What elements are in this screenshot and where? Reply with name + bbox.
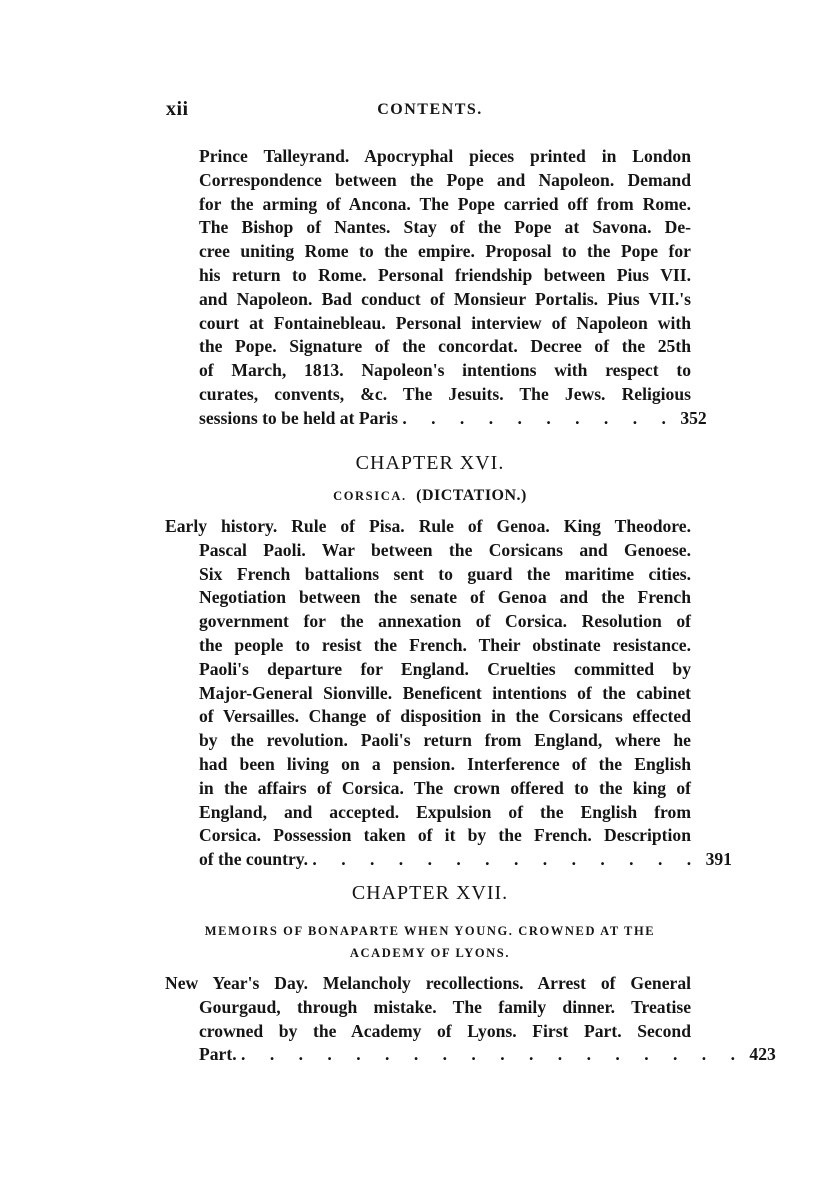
chapter-17-subtitle-line-2: ACADEMY OF LYONS. (349, 946, 511, 960)
entry-line: Correspondence between the Pope and Napoleon. Demand (199, 169, 691, 190)
entry-line: Pascal Paoli. War between the Corsicans and Genoese. (199, 539, 691, 560)
entry-line: by the revolution. Paoli's return from England, where he (199, 730, 691, 751)
entry-line: Prince Talleyrand. Apocryphal pieces printed in London (199, 146, 691, 166)
entry-line: England, and accepted. Expulsion of the English from (199, 801, 691, 822)
chapter-16-subtitle-main: CORSICA. (333, 489, 407, 503)
chapter-17-title: CHAPTER XVII. (351, 882, 509, 904)
entry-line: government for the annexation of Corsica. Resolution of (199, 611, 691, 632)
entry-line: of Versailles. Change of disposition in the Corsicans effected (199, 706, 691, 727)
contents-entry-chapter-17 (165, 972, 776, 1067)
running-title: CONTENTS. (377, 101, 483, 118)
entry-line: Negotiation between the senate of Genoa and the French (199, 587, 691, 608)
entry-line: Six French battalions sent to guard the maritime cities. (199, 563, 691, 584)
entry-last-line (165, 407, 707, 431)
entry-last-line (165, 1043, 776, 1067)
entry-line: New Year's Day. Melancholy recollections. Arrest of General (165, 973, 691, 993)
page-number-folio: xii (166, 98, 189, 120)
entry-line: had been living on a pension. Interference of the English (199, 753, 691, 774)
entry-page-number: 352 (680, 407, 707, 428)
chapter-17-subtitle-line-1: MEMOIRS OF BONAPARTE WHEN YOUNG. CROWNED AT THE (204, 924, 656, 938)
entry-line: court at Fontainebleau. Personal interview of Napoleon with (199, 312, 691, 333)
entry-line: the people to resist the French. Their obstinate resistance. (199, 634, 691, 655)
entry-page-number: 391 (705, 849, 732, 870)
entry-line: cree uniting Rome to the empire. Proposal to the Pope for (199, 241, 691, 262)
contents-entry-chapter-15-continued (165, 145, 707, 431)
leader-dots: . . . . . . . . . . . . . . . . . . (241, 1044, 745, 1065)
entry-line: for the arming of Ancona. The Pope carried off from Rome. (199, 193, 691, 214)
leader-dots: . . . . . . . . . . (402, 407, 676, 428)
entry-line: the Pope. Signature of the concordat. Decree of the 25th (199, 336, 691, 357)
entry-line: of March, 1813. Napoleon's intentions with respect to (199, 360, 691, 381)
entry-line: Gourgaud, through mistake. The family dinner. Treatise (199, 996, 691, 1017)
entry-page-number: 423 (749, 1044, 776, 1065)
entry-last-line (165, 848, 732, 872)
entry-last-text: sessions to be held at Paris (199, 407, 398, 428)
contents-entry-chapter-16 (165, 515, 732, 872)
entry-line: The Bishop of Nantes. Stay of the Pope at Savona. De- (199, 217, 691, 238)
entry-line: Major-General Sionville. Beneficent intentions of the cabinet (199, 682, 691, 703)
entry-line: Corsica. Possession taken of it by the French. Description (199, 825, 691, 846)
chapter-16-subtitle-note: (DICTATION.) (416, 487, 527, 504)
chapter-16-title: CHAPTER XVI. (355, 452, 505, 474)
leader-dots: . . . . . . . . . . . . . . (312, 849, 702, 870)
entry-line: Paoli's departure for England. Cruelties committed by (199, 658, 691, 679)
entry-line: in the affairs of Corsica. The crown offered to the king of (199, 777, 691, 798)
entry-line: his return to Rome. Personal friendship between Pius VII. (199, 264, 691, 285)
chapter-16-subtitle (0, 487, 840, 505)
entry-last-text: Part. (199, 1044, 237, 1065)
entry-line: crowned by the Academy of Lyons. First Part. Second (199, 1020, 691, 1041)
entry-line: and Napoleon. Bad conduct of Monsieur Portalis. Pius VII.'s (199, 288, 691, 309)
entry-line: Early history. Rule of Pisa. Rule of Genoa. King Theodore. (165, 516, 691, 536)
entry-line: curates, convents, &c. The Jesuits. The Jews. Religious (199, 383, 691, 404)
entry-last-text: of the country. (199, 849, 308, 870)
